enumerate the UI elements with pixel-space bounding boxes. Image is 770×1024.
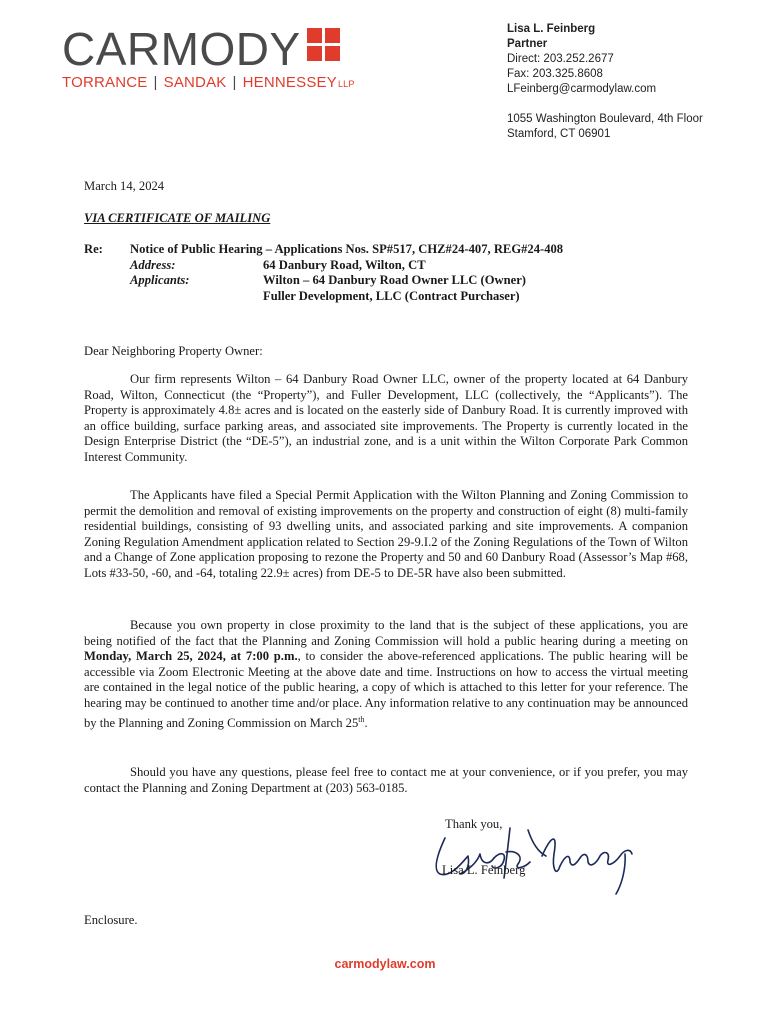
applicant-owner: Wilton – 64 Danbury Road Owner LLC (Owner) [263, 273, 526, 288]
paragraph-2 [84, 488, 688, 582]
contact-direct: Direct: 203.252.2677 [507, 53, 614, 65]
re-subject: Notice of Public Hearing – Applications Nos. SP#517, CHZ#24-407, REG#24-408 [130, 242, 564, 256]
contact-email[interactable]: LFeinberg@carmodylaw.com [507, 83, 657, 95]
firm-name: CARMODY [62, 23, 301, 75]
enclosure: Enclosure. [84, 913, 138, 927]
paragraph-3-part-a: Because you own property in close proximity to the land that is the subject of these applications, you are being notified of the fact that the Planning and Zoning Commission will hold a public hearing during a meeting on [84, 618, 688, 648]
paragraph-3 [84, 618, 688, 731]
hearing-date-time: Monday, March 25, 2024, at 7:00 p.m. [84, 649, 298, 664]
firm-partners: TORRANCE | SANDAK | HENNESSEYLLP [62, 74, 355, 91]
llp-label: LLP [337, 79, 355, 89]
delivery-method: VIA CERTIFICATE OF MAILING [84, 211, 271, 225]
firm-logo [62, 23, 362, 96]
paragraph-4 [84, 765, 688, 796]
contact-name: Lisa L. Feinberg [507, 23, 596, 35]
applicants-label: Applicants: [130, 273, 190, 288]
paragraph-1 [84, 372, 688, 466]
contact-block [507, 22, 757, 142]
contact-fax: Fax: 203.325.8608 [507, 68, 603, 80]
contact-title: Partner [507, 38, 548, 50]
paragraph-3-text [84, 618, 688, 731]
partner-hennessey: HENNESSEY [242, 74, 337, 91]
footer-website[interactable]: carmodylaw.com [334, 957, 436, 971]
closing: Thank you, [445, 817, 503, 831]
paragraph-4-text: Should you have any questions, please feel free to contact me at your convenience, or if you prefer, you may contact the Planning and Zoning Department at (203) 563-0185. [84, 765, 688, 795]
partner-torrance: TORRANCE [62, 74, 148, 91]
address-label: Address: [130, 257, 176, 272]
applicant-purchaser: Fuller Development, LLC (Contract Purchaser) [263, 288, 520, 303]
signer-name: Lisa L. Feinberg [442, 863, 526, 877]
contact-address-line1: 1055 Washington Boulevard, 4th Floor [507, 113, 703, 125]
paragraph-2-text: The Applicants have filed a Special Permit Application with the Wilton Planning and Zoning Commission to permit the demolition and removal of existing improvements on the property and construction of eight (8) multi-family residential buildings, consisting of 93 dwelling units, and associated parking and site improvements. A companion Zoning Regulation Amendment application related to Section 29-9.I.2 of the Zoning Regulations of the Town of Wilton and a Change of Zone application proposing to rezone the Property and 50 and 60 Danbury Road (Assessor’s Map #68, Lots #33-50, -60, and -64, totaling 22.9± acres) from DE-5 to DE-5R have also been submitted. [84, 488, 688, 580]
logo-squares-icon [307, 28, 341, 62]
handwritten-signature [420, 808, 650, 898]
paragraph-3-part-b: , to consider the above-referenced applications. The public hearing will be accessible via Zoom Electronic Meeting at the above date and time. Instructions on how to access the virtual meeting are contained in the legal notice of the public hearing, a copy of which is attached to this letter for your reference. The hearing may be continued to another time and/or place. Any information relative to any continuation may be announced by the Planning and Zoning Commission on March 25 [84, 649, 688, 730]
letter-date: March 14, 2024 [84, 179, 165, 193]
ordinal-suffix: th [358, 714, 365, 724]
address-value: 64 Danbury Road, Wilton, CT [263, 257, 426, 272]
salutation: Dear Neighboring Property Owner: [84, 344, 263, 358]
re-block [84, 242, 563, 304]
re-label: Re: [84, 242, 103, 256]
paragraph-1-text: Our firm represents Wilton – 64 Danbury Road Owner LLC, owner of the property located at 64 Danbury Road, Wilton, Connecticut (the “Property”), and Fuller Development, LLC (collectively, the “Applicants”). The Property is approximately 4.8± acres and is located on the easterly side of Danbury Road. It is currently improved with an office building, surface parking areas, and associated site improvements. The Property is currently located in the Design Enterprise District (the “DE-5”), an industrial zone, and is a unit within the Wilton Corporate Park Common Interest Community. [84, 372, 688, 464]
contact-address-line2: Stamford, CT 06901 [507, 128, 611, 140]
partner-sandak: SANDAK [163, 74, 227, 91]
paragraph-3-end: . [364, 715, 368, 730]
